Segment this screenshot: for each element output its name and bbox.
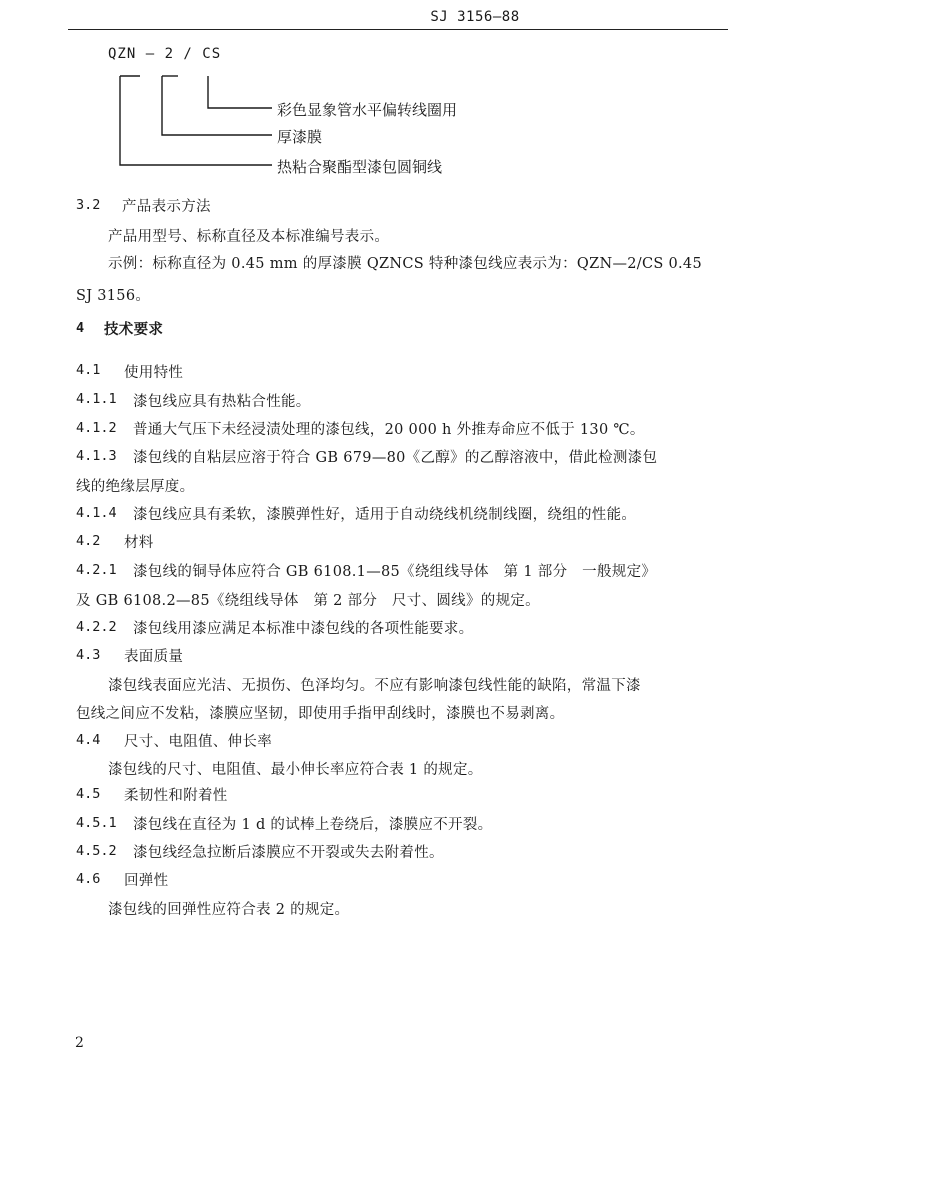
clause-text: 漆包线用漆应满足本标准中漆包线的各项性能要求。 <box>133 621 474 637</box>
section-number: 4.6 <box>76 871 101 887</box>
section-title: 柔韧性和附着性 <box>124 788 228 804</box>
section-title: 尺寸、电阻值、伸长率 <box>124 734 272 750</box>
chapter-title: 技术要求 <box>104 321 164 338</box>
clause-number: 4.1.1 <box>76 391 117 407</box>
clause-text: 漆包线的自粘层应溶于符合 GB 679—80《乙醇》的乙醇溶液中，借此检测漆包 <box>133 450 658 466</box>
clause-number: 4.5.1 <box>76 815 117 831</box>
section-title: 材料 <box>124 535 154 551</box>
section-number: 4.5 <box>76 786 101 802</box>
page-number: 2 <box>75 1035 84 1051</box>
paragraph-line: SJ 3156。 <box>76 288 151 304</box>
annotation-cs: 彩色显象管水平偏转线圈用 <box>277 101 458 119</box>
paragraph-line: 包线之间应不发粘，漆膜应坚韧，即使用手指甲刮线时，漆膜也不易剥离。 <box>76 706 565 722</box>
chapter-number: 4 <box>76 320 85 336</box>
clause-text: 漆包线经急拉断后漆膜应不开裂或失去附着性。 <box>133 845 444 861</box>
bracket-line-cs <box>208 76 272 108</box>
clause-number: 4.1.4 <box>76 505 117 521</box>
paragraph-line: 漆包线的回弹性应符合表 2 的规定。 <box>108 902 350 918</box>
section-title: 回弹性 <box>124 873 169 889</box>
standard-header-code: SJ 3156—88 <box>430 9 520 25</box>
paragraph-line: 漆包线表面应光洁、无损伤、色泽均匀。不应有影响漆包线性能的缺陷，常温下漆 <box>108 678 641 694</box>
paragraph-line: 示例：标称直径为 0.45 mm 的厚漆膜 QZNCS 特种漆包线应表示为：QZN—2/CS 0.45 <box>108 256 702 272</box>
section-title: 产品表示方法 <box>122 199 211 215</box>
annotation-2: 厚漆膜 <box>277 128 323 146</box>
section-number: 4.1 <box>76 362 101 378</box>
clause-number: 4.2.1 <box>76 562 117 578</box>
clause-number: 4.2.2 <box>76 619 117 635</box>
clause-text: 漆包线应具有热粘合性能。 <box>133 394 311 410</box>
clause-number: 4.1.3 <box>76 448 117 464</box>
section-number: 4.2 <box>76 533 101 549</box>
clause-text-continued: 线的绝缘层厚度。 <box>76 479 195 495</box>
model-code-bracket-lines <box>0 0 950 200</box>
bracket-line-2 <box>162 76 272 135</box>
paragraph-line: 漆包线的尺寸、电阻值、最小伸长率应符合表 1 的规定。 <box>108 762 483 778</box>
annotation-qzn: 热粘合聚酯型漆包圆铜线 <box>277 158 443 176</box>
section-number: 4.4 <box>76 732 101 748</box>
paragraph-line: 产品用型号、标称直径及本标准编号表示。 <box>108 229 390 245</box>
bracket-line-qzn <box>120 76 272 165</box>
section-number: 4.3 <box>76 647 101 663</box>
model-code: QZN — 2 / CS <box>108 46 222 62</box>
clause-number: 4.5.2 <box>76 843 117 859</box>
section-title: 表面质量 <box>124 649 184 665</box>
clause-number: 4.1.2 <box>76 420 117 436</box>
clause-text-continued: 及 GB 6108.2—85《绕组线导体 第 2 部分 尺寸、圆线》的规定。 <box>76 593 540 609</box>
clause-text: 漆包线在直径为 1 d 的试棒上卷绕后，漆膜应不开裂。 <box>133 817 493 833</box>
clause-text: 漆包线的铜导体应符合 GB 6108.1—85《绕组线导体 第 1 部分 一般规定》 <box>133 564 657 580</box>
clause-text: 漆包线应具有柔软，漆膜弹性好，适用于自动绕线机绕制线圈，绕组的性能。 <box>133 507 637 523</box>
section-title: 使用特性 <box>124 365 184 381</box>
section-number: 3.2 <box>76 197 101 213</box>
clause-text: 普通大气压下未经浸渍处理的漆包线，20 000 h 外推寿命应不低于 130 ℃。 <box>133 422 645 438</box>
